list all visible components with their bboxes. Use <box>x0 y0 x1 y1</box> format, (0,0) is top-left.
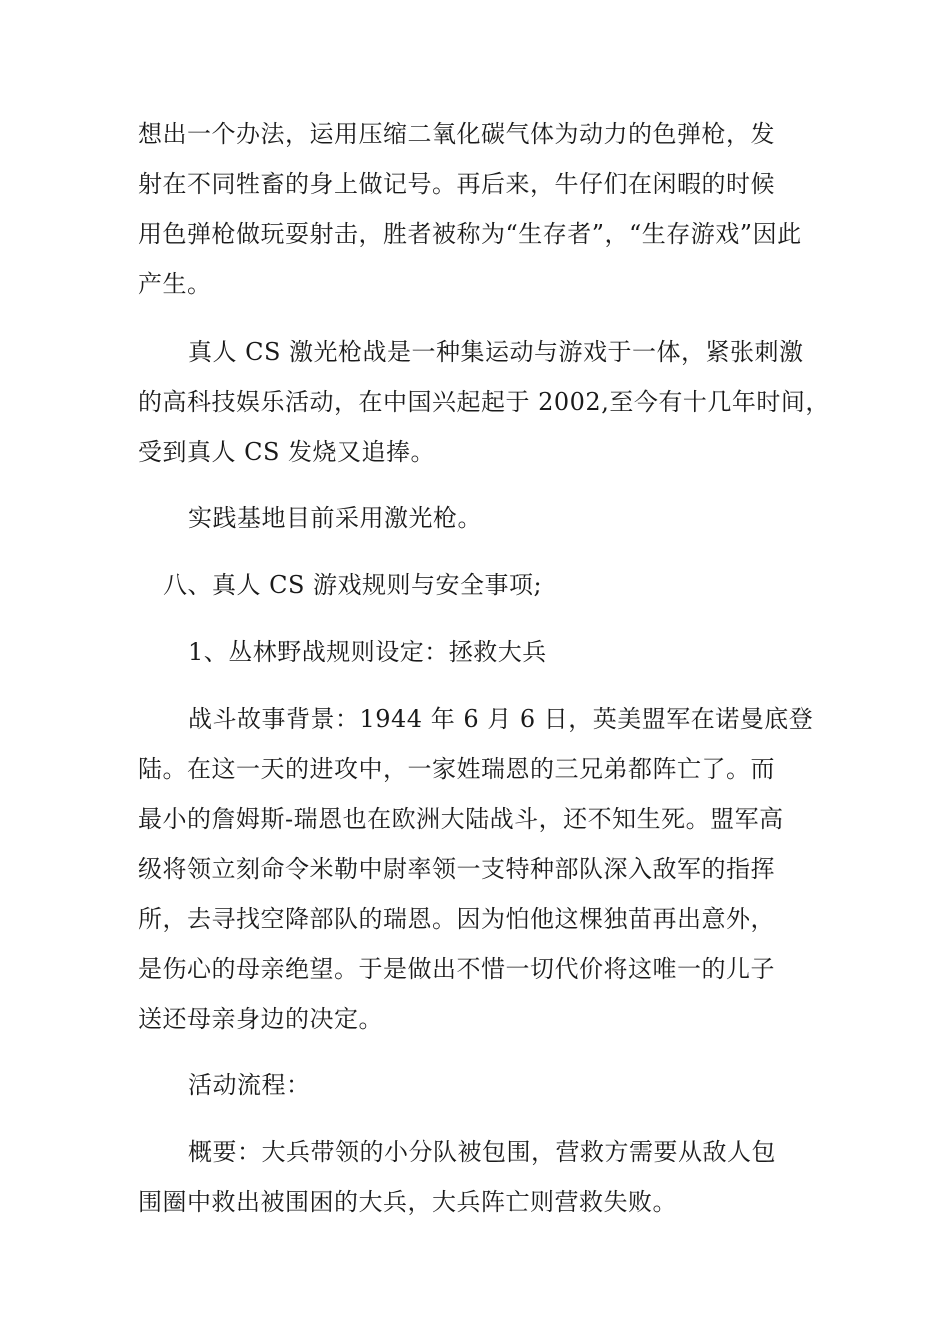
sub-heading: 1、丛林野战规则设定：拯救大兵 <box>188 638 547 666</box>
text-line: 想出一个办法，运用压缩二氧化碳气体为动力的色弹枪，发 <box>138 120 775 148</box>
text-line: 战斗故事背景：1944 年 6 月 6 日，英美盟军在诺曼底登 <box>188 705 814 733</box>
section-heading: 八、真人 CS 游戏规则与安全事项; <box>163 571 543 599</box>
text-line: 活动流程： <box>188 1071 311 1099</box>
text-line: 受到真人 CS 发烧又追捧。 <box>138 438 436 466</box>
text-line: 送还母亲身边的决定。 <box>138 1005 383 1033</box>
text-line: 所，去寻找空降部队的瑞恩。因为怕他这棵独苗再出意外， <box>138 905 775 933</box>
text-line: 概要：大兵带领的小分队被包围，营救方需要从敌人包 <box>188 1138 776 1166</box>
text-line: 实践基地目前采用激光枪。 <box>188 504 482 532</box>
text-line: 级将领立刻命令米勒中尉率领一支特种部队深入敌军的指挥 <box>138 855 775 883</box>
text-line: 的高科技娱乐活动，在中国兴起起于 2002,至今有十几年时间， <box>138 388 830 416</box>
text-line: 最小的詹姆斯-瑞恩也在欧洲大陆战斗，还不知生死。盟军高 <box>138 805 784 833</box>
text-line: 是伤心的母亲绝望。于是做出不惜一切代价将这唯一的儿子 <box>138 955 775 983</box>
text-line: 真人 CS 激光枪战是一种集运动与游戏于一体，紧张刺激 <box>188 338 804 366</box>
text-line: 产生。 <box>138 270 212 298</box>
text-line: 射在不同牲畜的身上做记号。再后来，牛仔们在闲暇的时候 <box>138 170 775 198</box>
text-line: 围圈中救出被围困的大兵，大兵阵亡则营救失败。 <box>138 1188 677 1216</box>
text-line: 陆。在这一天的进攻中，一家姓瑞恩的三兄弟都阵亡了。而 <box>138 755 775 783</box>
text-line: 用色弹枪做玩耍射击，胜者被称为“生存者”，“生存游戏”因此 <box>138 220 802 248</box>
